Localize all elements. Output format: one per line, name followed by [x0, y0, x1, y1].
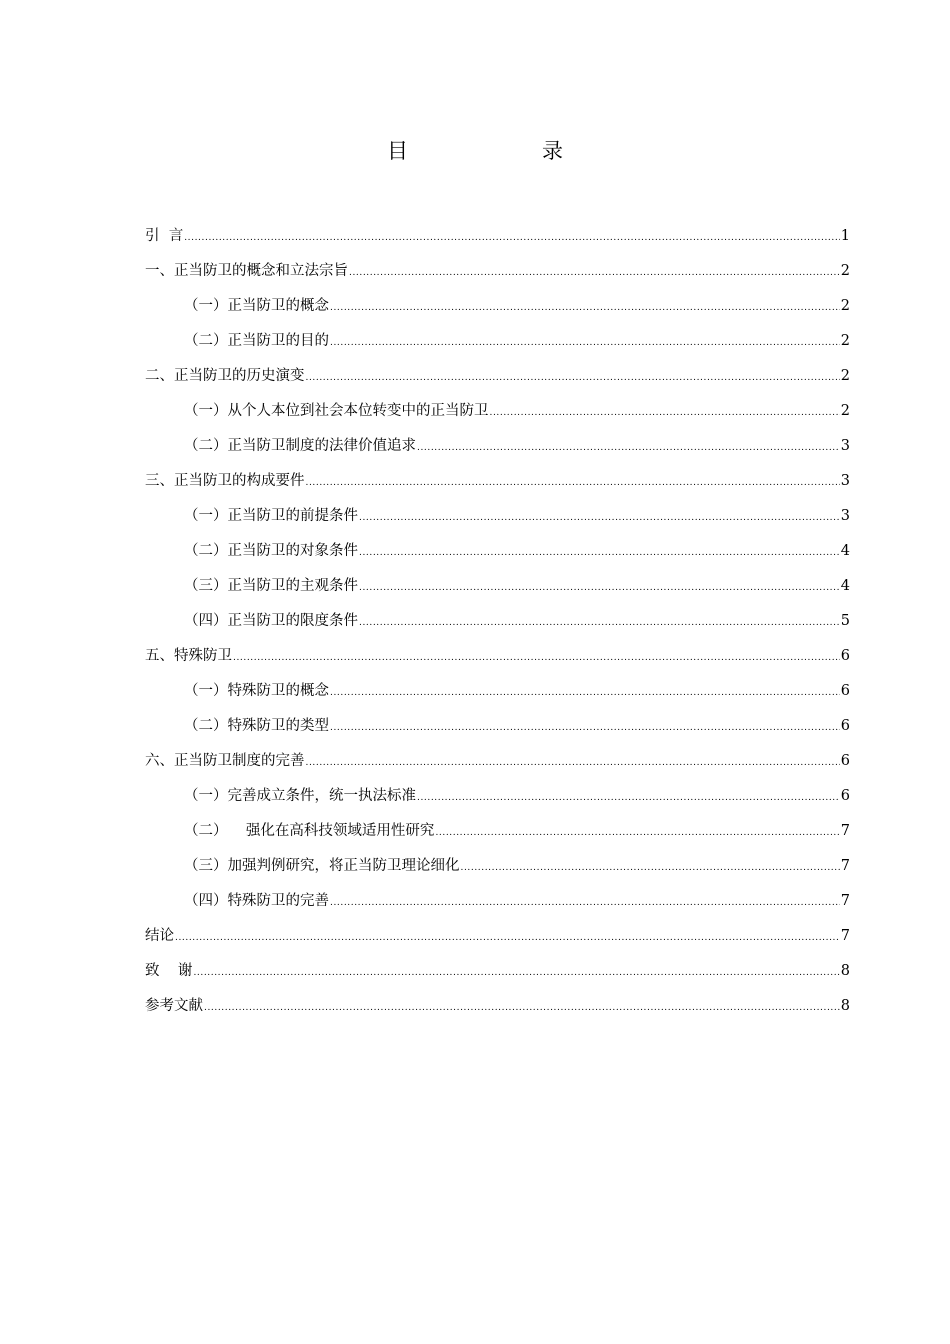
toc-dot-leader [461, 854, 840, 882]
toc-entry[interactable] [145, 992, 850, 1027]
toc-dot-leader [359, 504, 840, 532]
toc-dot-leader [359, 574, 840, 602]
toc-dot-leader [359, 539, 840, 567]
table-of-contents [145, 222, 850, 1027]
toc-entry-page-number: 2 [840, 333, 850, 349]
toc-entry-page-number: 2 [840, 298, 850, 314]
toc-dot-leader [330, 714, 840, 742]
toc-entry[interactable] [145, 887, 850, 922]
toc-dot-leader [233, 644, 840, 672]
toc-entry[interactable] [145, 782, 850, 817]
toc-dot-leader [435, 819, 839, 847]
toc-entry-page-number: 7 [840, 858, 850, 874]
toc-entry[interactable] [145, 677, 850, 712]
toc-entry-page-number: 7 [840, 928, 850, 944]
toc-entry-label: 结论 [145, 928, 174, 944]
toc-entry-label: （一）正当防卫的前提条件 [184, 508, 358, 524]
toc-entry-page-number: 5 [840, 613, 850, 629]
toc-entry[interactable] [145, 397, 850, 432]
toc-entry-page-number: 2 [840, 403, 850, 419]
toc-entry-label: 二、正当防卫的历史演变 [145, 368, 305, 384]
toc-entry-label: 六、正当防卫制度的完善 [145, 753, 305, 769]
toc-entry[interactable] [145, 712, 850, 747]
toc-title-char-2: 录 [542, 139, 563, 163]
toc-entry-label: 参考文献 [145, 998, 203, 1014]
toc-entry-page-number: 6 [840, 753, 850, 769]
toc-entry-label: 引 言 [145, 228, 184, 244]
toc-entry-page-number: 7 [840, 823, 850, 839]
toc-entry-label: （一）正当防卫的概念 [184, 298, 329, 314]
toc-dot-leader [193, 959, 839, 987]
toc-dot-leader [417, 784, 840, 812]
toc-entry-label: （一）特殊防卫的概念 [184, 683, 329, 699]
toc-entry-page-number: 4 [840, 578, 850, 594]
toc-entry-page-number: 6 [840, 683, 850, 699]
toc-entry[interactable] [145, 747, 850, 782]
toc-dot-leader [359, 609, 840, 637]
toc-entry-label: （二）正当防卫的对象条件 [184, 543, 358, 559]
toc-entry-page-number: 2 [840, 368, 850, 384]
toc-entry[interactable] [145, 292, 850, 327]
toc-entry-page-number: 8 [840, 963, 850, 979]
toc-entry[interactable] [145, 327, 850, 362]
toc-entry[interactable] [145, 362, 850, 397]
toc-dot-leader [330, 294, 840, 322]
toc-entry[interactable] [145, 257, 850, 292]
toc-entry-label: （一）完善成立条件，统一执法标准 [184, 788, 416, 804]
toc-entry[interactable] [145, 852, 850, 887]
toc-entry-page-number: 8 [840, 998, 850, 1014]
toc-entry-label: （二）正当防卫制度的法律价值追求 [184, 438, 416, 454]
toc-entry-page-number: 6 [840, 788, 850, 804]
toc-entry-page-number: 3 [840, 508, 850, 524]
toc-entry-label: 一、正当防卫的概念和立法宗旨 [145, 263, 348, 279]
toc-dot-leader [417, 434, 840, 462]
toc-entry-page-number: 3 [840, 438, 850, 454]
toc-entry-label: （二）特殊防卫的类型 [184, 718, 329, 734]
toc-entry-page-number: 6 [840, 648, 850, 664]
toc-title-char-1: 目 [387, 139, 408, 163]
toc-entry-label: （三）加强判例研究，将正当防卫理论细化 [184, 858, 460, 874]
toc-dot-leader [306, 469, 840, 497]
toc-entry-page-number: 7 [840, 893, 850, 909]
toc-dot-leader [490, 399, 840, 427]
toc-entry[interactable] [145, 957, 850, 992]
toc-entry[interactable] [145, 572, 850, 607]
toc-entry[interactable] [145, 642, 850, 677]
toc-dot-leader [175, 924, 840, 952]
toc-dot-leader [330, 329, 840, 357]
toc-entry-label: （二） 强化在高科技领域适用性研究 [184, 823, 435, 839]
toc-entry[interactable] [145, 817, 850, 852]
toc-title [0, 136, 950, 168]
toc-entry-label: （三）正当防卫的主观条件 [184, 578, 358, 594]
toc-entry-label: 三、正当防卫的构成要件 [145, 473, 305, 489]
toc-entry-page-number: 4 [840, 543, 850, 559]
toc-entry[interactable] [145, 467, 850, 502]
toc-dot-leader [306, 749, 840, 777]
toc-entry-label: （四）特殊防卫的完善 [184, 893, 329, 909]
toc-entry-label: （一）从个人本位到社会本位转变中的正当防卫 [184, 403, 489, 419]
toc-entry-label: （四）正当防卫的限度条件 [184, 613, 358, 629]
toc-entry[interactable] [145, 607, 850, 642]
toc-entry[interactable] [145, 222, 850, 257]
toc-dot-leader [306, 364, 840, 392]
toc-entry-page-number: 6 [840, 718, 850, 734]
toc-dot-leader [330, 679, 840, 707]
toc-entry-page-number: 1 [840, 228, 850, 244]
toc-entry[interactable] [145, 922, 850, 957]
toc-entry-label: 五、特殊防卫 [145, 648, 232, 664]
toc-dot-leader [204, 994, 840, 1022]
toc-entry-page-number: 2 [840, 263, 850, 279]
toc-dot-leader [184, 224, 840, 252]
toc-entry-label: （二）正当防卫的目的 [184, 333, 329, 349]
toc-dot-leader [349, 259, 840, 287]
toc-entry[interactable] [145, 502, 850, 537]
toc-entry-page-number: 3 [840, 473, 850, 489]
toc-entry[interactable] [145, 432, 850, 467]
toc-entry-label: 致 谢 [145, 963, 193, 979]
toc-entry[interactable] [145, 537, 850, 572]
toc-dot-leader [330, 889, 840, 917]
